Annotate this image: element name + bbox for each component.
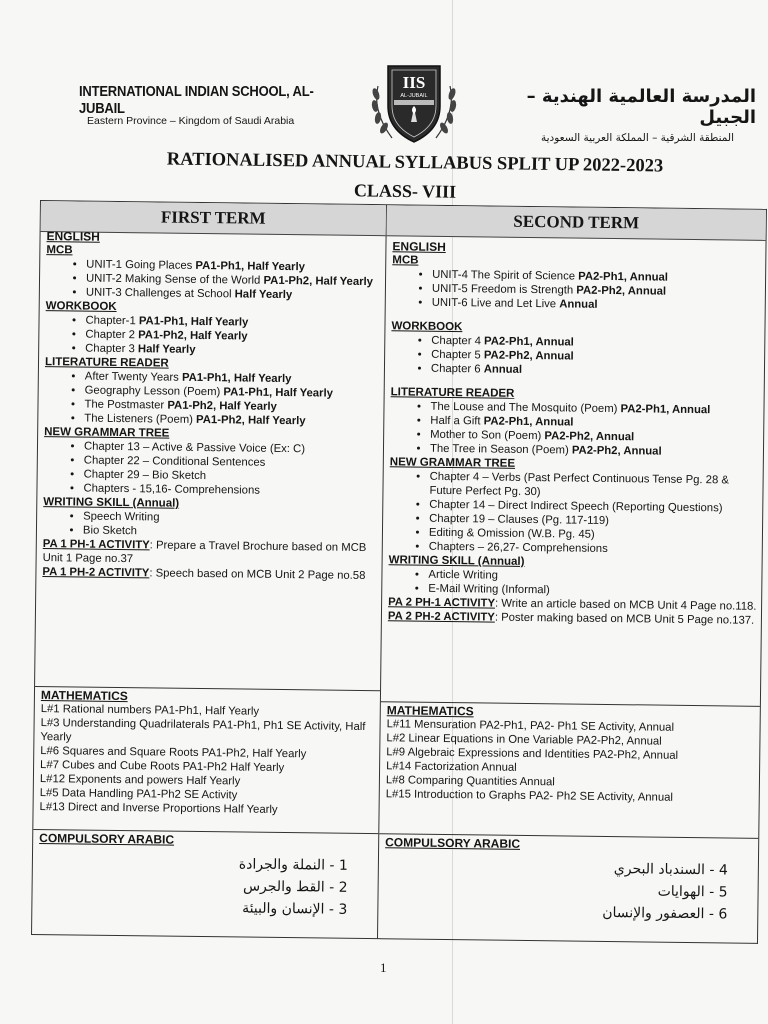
activity-2: PA 1 PH-2 ACTIVITY: Speech based on MCB Unit 2 Page no.58 — [42, 566, 366, 583]
list-item: • Bio Sketch — [83, 524, 378, 542]
arabic-list — [384, 855, 728, 925]
list-item: • After Twenty Years PA1-Ph1, Half Yearly — [85, 370, 380, 388]
school-name-english: INTERNATIONAL INDIAN SCHOOL, AL-JUBAIL — [79, 82, 314, 117]
list-item: L#6 Squares and Square Roots PA1-Ph2, Half Yearly — [40, 745, 307, 761]
list-item: • Chapters - 15,16- Comprehensions — [83, 482, 378, 500]
school-logo — [364, 56, 464, 152]
list-item: • The Listeners (Poem) PA1-Ph2, Half Yearly — [84, 412, 379, 430]
page-number: 1 — [380, 960, 387, 975]
first-term-column — [31, 200, 387, 939]
svg-text:IIS: IIS — [402, 73, 426, 92]
list-item: L#5 Data Handling PA1-Ph2 SE Activity — [39, 787, 238, 802]
list-item: 5 - الهوايات — [657, 883, 728, 901]
list-item: L#14 Factorization Annual — [386, 760, 517, 774]
first-term-heading: FIRST TERM — [41, 201, 386, 236]
literature-list — [390, 399, 760, 460]
list-item: • Chapter 29 – Bio Sketch — [84, 468, 379, 486]
list-item: • Editing & Omission (W.B. Pg. 45) — [429, 526, 758, 544]
second-term-math — [386, 703, 756, 806]
list-item: • UNIT-2 Making Sense of the World PA1-Ph2, Half Yearly — [86, 272, 381, 290]
workbook-label: WORKBOOK — [45, 300, 117, 313]
list-item: 2 - القط والجرس — [242, 878, 348, 896]
workbook-list — [391, 333, 760, 380]
grammar-label: NEW GRAMMAR TREE — [44, 426, 170, 440]
list-item: 6 - العصفور والإنسان — [602, 904, 728, 923]
school-crest-icon — [364, 56, 464, 152]
list-item: L#8 Comparing Quantities Annual — [385, 774, 555, 789]
activity-2: PA 2 PH-2 ACTIVITY: Poster making based on MCB Unit 5 Page no.137. — [387, 610, 755, 627]
list-item: • Chapter 5 PA2-Ph2, Annual — [431, 348, 760, 366]
list-item: L#1 Rational numbers PA1-Ph1, Half Yearly — [40, 703, 260, 718]
syllabus-table — [40, 200, 768, 940]
literature-label: LITERATURE READER — [44, 356, 169, 370]
list-item: • The Tree in Season (Poem) PA2-Ph2, Annual — [430, 442, 759, 460]
activity-1: PA 1 PH-1 ACTIVITY: Prepare a Travel Brochure based on MCB Unit 1 Page no.37 — [42, 538, 367, 566]
workbook-label: WORKBOOK — [391, 320, 463, 334]
list-item: • Chapter 6 Annual — [431, 362, 760, 380]
literature-list — [44, 369, 380, 429]
list-item: L#11 Mensuration PA2-Ph1, PA2- Ph1 SE Activity, Annual — [386, 718, 675, 734]
region-arabic: المنطقة الشرقية – المملكة العربية السعودية — [541, 132, 734, 144]
list-item: • Speech Writing — [83, 510, 378, 528]
list-item: • UNIT-4 The Spirit of Science PA2-Ph1, Annual — [432, 268, 761, 286]
second-term-heading: SECOND TERM — [387, 205, 766, 241]
first-term-math — [39, 688, 376, 818]
list-item: • Mother to Son (Poem) PA2-Ph2, Annual — [430, 428, 759, 446]
arabic-list — [38, 851, 348, 921]
math-list — [39, 702, 375, 818]
list-item: • Chapters – 26,27- Comprehensions — [429, 540, 758, 558]
mcb-list — [46, 257, 381, 303]
list-item: • UNIT-5 Freedom is Strength PA2-Ph2, Annual — [432, 282, 761, 300]
list-item: L#13 Direct and Inverse Proportions Half Yearly — [39, 801, 278, 816]
activity-1: PA 2 PH-1 ACTIVITY: Write an article based on MCB Unit 4 Page no.118. — [388, 596, 757, 613]
second-term-english — [388, 239, 762, 627]
list-item: • Chapter-1 PA1-Ph1, Half Yearly — [85, 314, 380, 332]
list-item: • The Louse and The Mosquito (Poem) PA2-Ph1, Annual — [430, 400, 759, 418]
list-item: • Chapter 4 – Verbs (Past Perfect Continuous Tense Pg. 28 & Future Perfect Pg. 30) — [429, 470, 758, 502]
list-item: L#15 Introduction to Graphs PA2- Ph2 SE Activity, Annual — [385, 788, 674, 804]
english-label: ENGLISH — [392, 239, 446, 254]
writing-list — [43, 509, 378, 541]
class-title: CLASS- VIII — [353, 180, 457, 202]
document-title: RATIONALISED ANNUAL SYLLABUS SPLIT UP 2022-2023 — [166, 149, 664, 177]
school-header-english — [79, 82, 349, 127]
first-term-english — [42, 229, 381, 583]
workbook-list — [45, 313, 380, 359]
writing-label: WRITING SKILL (Annual) — [43, 496, 180, 510]
list-item: 4 - السندباد البحري — [613, 861, 728, 879]
list-item: • E-Mail Writing (Informal) — [428, 582, 757, 600]
list-item: 3 - الإنسان والبيئة — [242, 900, 348, 918]
math-list — [386, 717, 756, 806]
literature-label: LITERATURE READER — [390, 386, 515, 400]
list-item: L#9 Algebraic Expressions and Identities PA2-Ph2, Annual — [386, 746, 679, 762]
list-item: • Half a Gift PA2-Ph1, Annual — [430, 414, 759, 432]
list-item: • Chapter 4 PA2-Ph1, Annual — [431, 334, 760, 352]
list-item: • Chapter 2 PA1-Ph2, Half Yearly — [85, 328, 380, 346]
english-label: ENGLISH — [46, 229, 100, 244]
region-english: Eastern Province – Kingdom of Saudi Arabia — [87, 115, 295, 127]
second-term-arabic — [384, 835, 754, 926]
list-item: • Chapter 13 – Active & Passive Voice (Ex: C) — [84, 440, 379, 458]
list-item: L#2 Linear Equations in One Variable PA2-Ph2, Annual — [386, 732, 662, 748]
mcb-label: MCB — [392, 254, 419, 267]
list-item: L#7 Cubes and Cube Roots PA1-Ph2 Half Yearly — [40, 759, 285, 775]
school-header-arabic — [476, 86, 756, 144]
list-item: • Geography Lesson (Poem) PA1-Ph1, Half Yearly — [85, 384, 380, 402]
list-item: • UNIT-6 Live and Let Live Annual — [432, 296, 761, 314]
writing-list — [388, 567, 757, 600]
list-item: • Chapter 19 – Clauses (Pg. 117-119) — [429, 512, 758, 530]
grammar-list — [389, 469, 759, 558]
list-item: • The Postmaster PA1-Ph2, Half Yearly — [84, 398, 379, 416]
writing-label: WRITING SKILL (Annual) — [388, 554, 525, 568]
list-item: • UNIT-3 Challenges at School Half Yearly — [86, 286, 381, 304]
list-item: L#3 Understanding Quadrilaterals PA1-Ph1, Ph1 SE Activity, Half Yearly — [40, 717, 366, 744]
grammar-list — [43, 439, 379, 499]
svg-text:AL-JUBAIL: AL-JUBAIL — [400, 93, 428, 99]
list-item: 1 - النملة والجرادة — [238, 856, 348, 874]
list-item: L#12 Exponents and powers Half Yearly — [39, 773, 241, 788]
arabic-label: COMPULSORY ARABIC — [385, 835, 521, 851]
mcb-list — [392, 267, 761, 314]
grammar-label: NEW GRAMMAR TREE — [389, 456, 516, 470]
math-label: MATHEMATICS — [40, 688, 128, 704]
mcb-label: MCB — [46, 244, 73, 257]
first-term-arabic — [38, 831, 374, 921]
second-term-column — [378, 204, 767, 944]
list-item: • Chapter 22 – Conditional Sentences — [84, 454, 379, 472]
arabic-label: COMPULSORY ARABIC — [39, 831, 175, 847]
list-item: • Chapter 14 – Direct Indirect Speech (Reporting Questions) — [429, 498, 758, 516]
math-label: MATHEMATICS — [386, 703, 474, 719]
list-item: • UNIT-1 Going Places PA1-Ph1, Half Yearly — [86, 258, 381, 276]
school-name-arabic: المدرسة العالمية الهندية – الجبيل — [526, 86, 756, 128]
list-item: • Chapter 3 Half Yearly — [85, 342, 380, 360]
list-item: • Article Writing — [428, 568, 757, 586]
